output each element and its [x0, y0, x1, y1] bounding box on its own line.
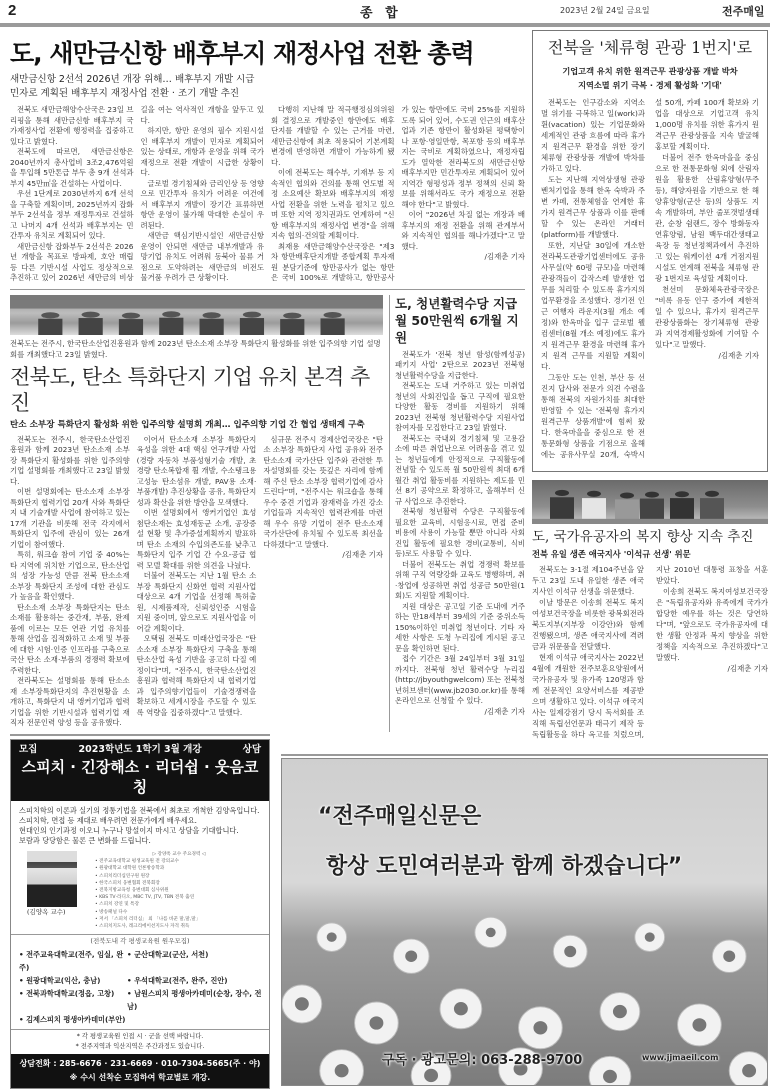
career-item: • 저서 「스피치 리더십」 외 「나를 바꾼 말,말,말」 [95, 916, 201, 922]
portrait-caption: (김양옥 교수) [27, 908, 66, 916]
paragraph: 글로벌 경기침체와 금리인상 등 영향으로 민간투자 유치가 어려운 여건에서 배후부지 개발이 장기간 표류하면 항만 운영이 불가해 막대한 손실이 우려된다. [140, 178, 264, 230]
career-title: ▷ 강양옥 교수 주요경력 ◁ [152, 852, 206, 857]
section-title: 종 합 [360, 6, 402, 21]
paragraph: 그동안 도는 인천, 부산 등 선진지 답사와 전문가 의견 수렴을 통해 전북의 자원가치를 최대한 반영할 수 있는 '전북형 휴가지 원격근무 상품개발'에 힘써 왔다. 한옥마을을 중심으로 한 전통문화형 상품을 기점으로 올해에는 공유사무실 20개, 숙박시설 50개, 카페 100개 확보와 기업을 대상으로 기업고객 유치 1,000명 유치를 위한 휴가지 원격근무 관광상품을 지속 발굴해 홍보할 계획이다. [541, 98, 759, 459]
school-item: • 전북과학대학교(정읍, 고창) [19, 989, 115, 999]
paragraph: 전북도는 인구감소와 지역소멸 위기를 극복하고 일(work)과 휜(vacation) 있는 기업문화와 세계적인 관광 흐름에 따라 휴가지 원격근무 환경을 위한 장기 체류형 관광상품 개발에 박차를 가하고 있다. [541, 98, 645, 173]
ad-phone: 상담전화 : 285-6676 · 231-6669 · 010-7304-5665(주 · 야) [19, 1059, 261, 1069]
paragraph: 하지만, 항만 운영의 필수 지원시설인 배후부지 개발이 민자로 계획되어 있는 상태로, 개항과 운영을 위해 국가재정으로 전환 개발이 시급한 상황이다. [140, 126, 264, 177]
ad-recruit-label: 모집 [19, 744, 38, 755]
school-item: • 김제스피치 평생아카데미(부안) [19, 1015, 126, 1025]
paragraph: 이날 방문은 이송희 전북도 복지여성보건국장을 비롯한 광복회전라북도지부(지부장 이강안)와 함께 진행됐으며, 생존 애국지사에 격려금과 위문품을 전달했다. [532, 598, 644, 652]
ad-intro [11, 801, 269, 849]
ad-note: * 각 평생교육원 인접 시 · 군을 선택 바랍니다. [76, 1033, 204, 1041]
newspaper-brand: 전주매일 [722, 5, 765, 18]
ad-phone-bar [11, 1054, 269, 1088]
paragraph: 이번 설명회에서 앵커기업인 효성첨단소재는 효성재동군 소개, 공장증설 현황 및 추가증설계획까지 발표하며 탄소 소재의 수입의존도를 낮추고 특화단지 입주 기업 간 수요-공급 협력 모델 확대를 위한 의견을 나눴다. [136, 508, 257, 570]
carbon-headline: 전북도, 탄소 특화단지 기업 유치 본격 추진 [10, 364, 370, 415]
carbon-subhead: 탄소 소부장 특화단지 활성화 위한 입주의향 설명회 개최… 입주의향 기업 간 협업 생태계 구축 [10, 419, 365, 430]
paragraph: 또한, 지난달 30일에 개소한 전라북도관광기업센터에도 공유사무실(약 60평 규모)을 마련해 관광객들이 갑작스레 발생한 업무를 처리할 수 있도록 휴가지의 업무환경을 조성했다. 경기전 인근 여행자 라운지(3월 개소 예정)와 한옥마을 입구 글로벌 웰컴센터(8월 개소 예정)에도 휴가지 원격근무 환경을 마련해 휴가지 원격 근무를 지원할 계획이다. [541, 241, 645, 371]
paragraph: 다행히 지난해 말 적극행정심의위원회 결정으로 개발중인 항만에도 배후단지를 개발할 수 있는 근거를 마련, 새만금신항에 최초 적용되어 기본계획 변경에 반영하면 개발이 가능하게 됐다. [271, 105, 395, 167]
promo-line-2: 항상 도민여러분과 함께 하겠습니다” [326, 854, 683, 879]
ad-note: * 전주지역과 익산지역은 주간과정도 있습니다. [75, 1043, 205, 1051]
left-news-region [10, 30, 525, 732]
paragraph: 더불어 전북도는 취업 경쟁력 확보를 위해 구직 역량강화 교육도 병행하며, 취·창업에 성공하면 취업 성공금 50만원(1회)도 지원할 계획이다. [395, 559, 525, 600]
career-item: • 스피치 강연 및 특강 [95, 902, 140, 908]
career-list [95, 851, 263, 930]
paragraph: 전북도는 도내 거주하고 있는 미취업 청년의 사회진입을 돕고 구직에 필요한 다양한 활동 경비를 지원하기 위해 2023년 전북형 청년활력수당 지원사업 참여자를 모집한다고 23일 밝혔다. [395, 381, 525, 432]
paragraph: 이송희 전북도 복지여성보건국장은 "독립유공자와 유족에게 국가가 합당한 예우를 하는 것은 당연하다"며, "앞으로도 국가유공자에 대한 생활 안정과 복지 향상을 위한 정책을 지속적으로 추진하겠다"고 말했다. [656, 587, 768, 663]
paragraph: 천선미 문화체육관광국장은 "비록 유동 인구 증가에 제한적일 수 있으나, 휴가지 원격근무 관광상품화는 장기체류형 관광과 지역경제활성화에 기여할 수 있다"고 말했다. [655, 285, 759, 349]
paragraph: 지원 대상은 공고일 기준 도내에 거주하는 만18세부터 39세의 기준 중위소득 150%이하인 미취업 청년이다. 기타 자세한 사항은 도청 누리집에 게시된 공고문을 확인하면 된다. [395, 601, 525, 653]
ad-intro-line: 스피치학, 면접 등 제대로 배우려면 전문가에게 배우세요. [19, 816, 197, 825]
paragraph: 전북도는 전주시, 한국탄소산업진흥원과 함께 2023년 탄소소재 소부장 특화단지 활성화를 위한 입주의향 기업 설명회를 개최했다고 23일 밝혔다. [10, 434, 130, 486]
lower-news-row [10, 295, 525, 733]
paragraph: 전북도는 국내외 경기침체 및 고용감소에 따른 취업난으로 어려움을 겪고 있는 청년들에게 안정적으로 구직활동에 전념할 수 있도록 월 50만원씩 최대 6개월간 취업 활동비를 지원하는 제도를 민선 8기 공약으로 확정하고, 올해부터 신규 사업으로 추진한다. [395, 433, 525, 506]
tourism-subhead-2: 지역소멸 위기 극복 · 경제 활성화 '기대' [578, 80, 722, 90]
ad-career-block [11, 849, 269, 934]
promo-line-1: “전주매일신문은 [318, 804, 482, 829]
paragraph: 탄소소재 소부장 특화단지는 탄소소재를 활용하는 중간재, 부품, 완제품에 이르는 모든 연관 기업 유치를 통해 산업을 집적화하고 소재 및 부품에 대한 시험·인증 인프라를 구축으로 국산 탄소 소재·부품의 경쟁력 확보에 주력한다. [10, 602, 130, 675]
youth-headline-1: 도, 청년활력수당 지급 [395, 295, 518, 311]
career-item: • 전북지방교육청 웅변대회 심사위원 [95, 888, 169, 894]
paragraph: 전북도 새만금해양수산국은 23일 브리핑을 통해 새만금신항 배후부지 국가재정사업 전환에 행정력을 집중하고 있다고 밝혔다. [10, 105, 134, 146]
page-number: 2 [8, 2, 17, 19]
ad-intro-line: 보람과 당당함은 물론 큰 변화를 드립니다. [19, 836, 151, 845]
ad-section-divider-left [10, 734, 270, 736]
tourism-article-box [532, 30, 768, 472]
schools-title: (전북도내 각 평생교육원 원우모집) [11, 934, 269, 947]
ad-speech-title: 스피치 · 긴장해소 · 리더쉽 · 웃음코칭 [21, 758, 259, 796]
issue-date: 2023년 2월 24일 금요일 [560, 6, 650, 15]
paragraph: 이어 "2026년 차질 없는 개장과 배후부지의 재정 전환을 위해 관계부서와 지속적인 협의를 해나가겠다"고 말했다. [401, 210, 525, 251]
school-item: • 원광대학교(익산, 충남) [19, 976, 101, 986]
lead-subhead-1: 새만금신항 2선석 2026년 개장 위해… 배후부지 개발 시급 [10, 74, 255, 85]
speech-academy-ad [10, 739, 270, 1089]
newspaper-promo-ad [281, 758, 768, 1086]
veterans-subhead: 전북 유일 생존 애국지사 '이석규 선생' 위문 [532, 549, 691, 560]
carbon-body [10, 435, 383, 733]
header-divider [0, 23, 770, 27]
career-item: • 스피치지도사, 레크리에이션지도사 자격 취득 [95, 924, 190, 930]
carbon-photo-caption: 전북도는 전주시, 한국탄소산업진흥원과 함께 2023년 탄소소재 소부장 특화단지 활성화를 위한 입주의향 기업 설명회를 개최했다고 23일 밝혔다. [10, 338, 381, 359]
lead-subhead-2: 민자로 계획된 배후부지 재정사업 전환 · 조기 개발 추진 [10, 88, 240, 99]
professor-portrait [27, 851, 77, 907]
paragraph: 더불어 전북도는 지난 1월 탄소 소부장 특화단지 신화연 협력 지원사업 대상으로 4개 기업을 선정해 특허출원, 시제품제작, 신뢰성인증 시험을 지원 중이며, 앞으로도 지원사업을 이어갈 계획이다. [136, 571, 257, 633]
tourism-byline: /김재춘 기자 [718, 351, 759, 360]
ad-intro-line: 스피치학의 이론과 실기의 정통기법을 전북에서 최초로 개척한 김양옥입니다. [19, 806, 260, 815]
paragraph: 이어서 탄소소재 소부장 특화단지 육성을 위한 4대 핵심 연구개발 사업(경량 자동차 부품성형기술 개발, 초경량 탄소복합재 휠 개발, 수소탱크용 고성능 탄소섬유 개발, PAV용 소재·부품개발) 추진상황을 공유, 특화단지 성과 확산을 위한 방안을 모색했다. [136, 434, 257, 507]
carbon-byline: /김재춘 기자 [342, 550, 383, 559]
veterans-article [532, 480, 768, 752]
promo-contact: 구독 · 광고문의: 063-288-9700 [382, 1053, 583, 1068]
paragraph: 새만금 핵심기반시설인 새만금신항 운영이 안되면 새만금 내부개발과 유망기업 유치도 어려워 동북아 물류 거점으로 도약하려는 새만금의 비전도 물거품 우려가 큰 상황이다. [140, 231, 264, 282]
youth-byline: /김재춘 기자 [484, 706, 525, 716]
carbon-article [10, 295, 383, 733]
paragraph: 전북도는 3·1절 제104주년을 앞두고 23일 도내 유일한 생존 애국지사인 이석규 선생을 위문했다. [532, 565, 644, 597]
veterans-body [532, 564, 768, 752]
tourism-subhead-1: 기업고객 유치 위한 원격근무 관광상품 개발 박차 [562, 66, 738, 76]
audience-photo-illustration [10, 295, 383, 335]
youth-article [389, 295, 525, 733]
school-item: • 남원스피치 평생아카데미(순창, 장수, 전남) [127, 989, 262, 1012]
ad-title-bar [11, 740, 269, 801]
career-item: • KBS TV·라디오, MBC TV, JTV, TBN 전북 출연 [95, 895, 195, 901]
paragraph: 전라북도는 설명회를 통해 탄소소재 소부장특화단지의 추진현황을 소개하고, 특화단지 내 앵커기업과 협력기업을 위한 기반시설과 협력기업 재직자 전문인력 양성 등을 공유했다. [10, 676, 130, 727]
lead-headline: 도, 새만금신항 배후부지 재정사업 전환 총력 [10, 39, 474, 68]
career-item: • 방송패널 다수 [95, 909, 128, 915]
paragraph: 이번 설명회에는 탄소소재 소부장 특화단지 협력기업 20개 사와 특화단지 내 기술개발 사업에 참여하고 있는 17개 기관을 비롯해 전국 각지에서 특화단지 입주에 관심이 있는 26개 기업이 참여했다. [10, 487, 130, 549]
ad-consult-label: 상담 [242, 744, 261, 755]
lead-byline: /김재춘 기자 [484, 252, 525, 261]
right-news-region [532, 30, 768, 752]
carbon-briefing-photo [10, 295, 383, 335]
paragraph: 전북도가 '전북 청년 함성(함께성공) 패키지 사업' 2탄으로 2023년 전북형 청년활력수당을 지급한다. [395, 349, 525, 380]
career-item: • 전주교육대학교 평생교육원 전 강의교수 [95, 859, 179, 865]
ad-footer: ※ 수시 선착순 모집하여 학교별로 개강. [69, 1073, 211, 1083]
ad-semester: 2023학년도 1학기 3월 개강 [78, 744, 202, 755]
veterans-visit-photo [532, 480, 768, 524]
paragraph: 우선 1단계로 2030년까지 6개 선석을 구축할 계획이며, 2025년까지 잡화부두 2선석을 정부 재정투자로 건설하고 나머지 4개 선석과 배후부지는 민간투자 유치로 계획되어 있다. [10, 189, 134, 240]
career-item: • 스피치리더십연구원 원장 [95, 873, 150, 879]
paragraph: 전북형 청년활력 수당은 구직활동에 필요한 교육비, 시험응시료, 면접 준비 비용에 사용이 가능할 뿐만 아니라 사회진입 활동에 필요한 경비(교통비, 식비 등)로도 사용할 수 있다. [395, 507, 525, 558]
school-item: • 군산대학교(군산, 서천) [127, 950, 209, 960]
veterans-byline: /김재춘 기자 [727, 664, 768, 674]
paragraph: 전북도에 따르면, 새만금신항은 2040년까지 총사업비 3조2,476억원을 투입해 5만톤급 부두 총 9개 선석과 부지 45만㎡을 건설하는 사업이다. [10, 147, 134, 188]
career-item: • 원광대학교 대학원 언론방송학과 [95, 866, 165, 872]
school-item: • 우석대학교(전주, 완주, 진안) [127, 976, 228, 986]
school-item: • 전주교육대학교(전주, 임실, 완주) [19, 950, 124, 973]
tourism-body [541, 97, 759, 465]
promo-url[interactable]: www.jjmaeil.com [642, 1053, 719, 1062]
ad-section-divider-right [281, 754, 768, 756]
group-photo-illustration [532, 480, 768, 524]
school-list [11, 947, 269, 1029]
lead-divider [10, 289, 525, 290]
ad-intro-line: 현대인의 인기과정 이오니 누구나 망설이지 마시고 상담을 기대합니다. [19, 826, 239, 835]
veterans-headline: 도, 국가유공자의 복지 향상 지속 추진 [532, 529, 754, 546]
lead-body [10, 105, 525, 284]
tourism-headline: 전북을 '체류형 관광 1번지'로 [547, 38, 753, 57]
paragraph: 접수 기간은 3월 24일부터 3월 31일까지다. 전북형 청년 활력수당 누리집(http://jbyouthgwelcom) 또는 전북청년허브센터(www.jb2030.or.kr)를 통해 온라인으로 신청할 수 있다. [395, 654, 525, 705]
lead-subheads [10, 73, 525, 101]
paragraph: 새만금신항 잡화부두 2선석은 2026년 개항을 목표로 방파제, 호안 매립 등 다른 기반시설 사업도 정상적으로 추진하고 있어 2026년 새만금의 비상길을 여는 역사적인 개항을 앞두고 있다. [10, 105, 264, 282]
paragraph: 오택림 전북도 미래산업국장은 "탄소소재 소부장 특화단지 구축을 통해 탄소산업 육성 기반을 공고히 다질 예정이다"며, "전주시, 한국탄소산업진흥원과 협력해 특화단지 내 협력기업과 입주의향기업들이 기술경쟁력을 확보하고 세계시장을 주도할 수 있도록 역량을 집중하겠다"고 말했다. [136, 634, 257, 717]
paragraph: 더불어 전주 한옥마을을 중심으로 한 전통문화형 외에 산림자원을 활용한 산림휴양형(무주 등), 해양자원을 기반으로 한 해양휴양형(군산 등)의 상품도 지속 개발하며, 부안 줄포갯벌생태관, 순창 쉼랜드, 장수 방화동자연휴양림, 남원 백두대간생태교육장 등 청년정책과에서 추진하고 있는 워케이션 4개 거점지원시설도 연계해 전북을 체류형 관광 1번지로 육성할 계획이다. [655, 153, 759, 283]
paragraph: 도는 지난해 지역상생형 관광벤처기업을 통해 한옥 숙박과 주변 카페, 전통체험을 연계한 휴가지 원격근무 상품과 이를 판매할 수 있는 온라인 거래터(platform)를 개발했다. [541, 175, 645, 239]
paragraph: 현재 이석규 애국지사는 2022년 4월에 개원한 전주보훈요양원에서 국가유공자 및 유가족 120명과 함께 전문적인 요양서비스를 제공받으며 생활하고 있다. 이석규 애국지사는 일제강점기 당시 독서회를 조직해 독립선언문과 태극기 제작 등 독립활동을 하다 옥고를 치렀으며, 지난 2010년 대통령 표창을 서훈 받았다. [532, 565, 768, 740]
ad-notes [11, 1029, 269, 1054]
career-item: • 한국스피치 웅변협회 전북회장 [95, 880, 160, 886]
paragraph: 특히, 워크숍 참여 기업 중 40%는 타 지역에 위치한 기업으로, 탄소산업의 성장 가능성 만큼 전북 탄소소재 소부장 특화단지 조성에 대한 관심도가 높음을 확인했다. [10, 550, 130, 601]
paragraph: 이에 전북도는 해수부, 기재부 등 지속적인 협의와 건의를 통해 연도별 적정 소요예산 확보와 배후부지의 재정사업 전환을 위한 노력을 펼치고 있으며 또한 지역 정치권과도 연계하여 "신항 배후부지의 재정사업 변경"을 위해 지속 협의·건의할 계획이다. [271, 168, 395, 240]
youth-body [395, 350, 525, 733]
paragraph: 심규문 전주시 경제산업국장은 "탄소 소부장 특화단지 사업 공유와 전주 탄소소재 국가산단 입주와 관련한 투자설명회를 갖는 뜻깊은 자리에 함께해 주신 탄소 소부장 협력기업에 감사드린다"며, "전주시는 워크숍을 통해 우수 중견 기업과 잠재력을 가진 강소기업들과 지속적인 협력관계를 마련해 우수 유망 기업이 전주 탄소소재 국가산단에 유치될 수 있도록 최선을 다하겠다"고 말했다. [263, 434, 383, 549]
youth-headline-2: 월 50만원씩 6개월 지원 [395, 312, 519, 345]
paragraph: 최재용 새만금해양수산국장은 "제3차 항만배후단지개발 종합계획 투자재원 분담기준에 항만공사가 없는 항만은 국비 100%로 개발하고, 항만공사가 있는 항만에도 국비 25%를 지원하도록 되어 있어, 수도권 인근의 배후산업과 기존 항만이 활성화된 평택항이나 포항·영일만항, 목포항 등의 배후부지는 국비로 계획하였으나, 재정자립도가 열악한 전라북도의 새만금신항 배후부지만 민간투자로 계획되어 있어 지역간 형평성과 정부 정책의 신뢰 확보를 위해서라도 국가 재정으로 전환해야 한다"고 밝혔다. [271, 105, 525, 282]
